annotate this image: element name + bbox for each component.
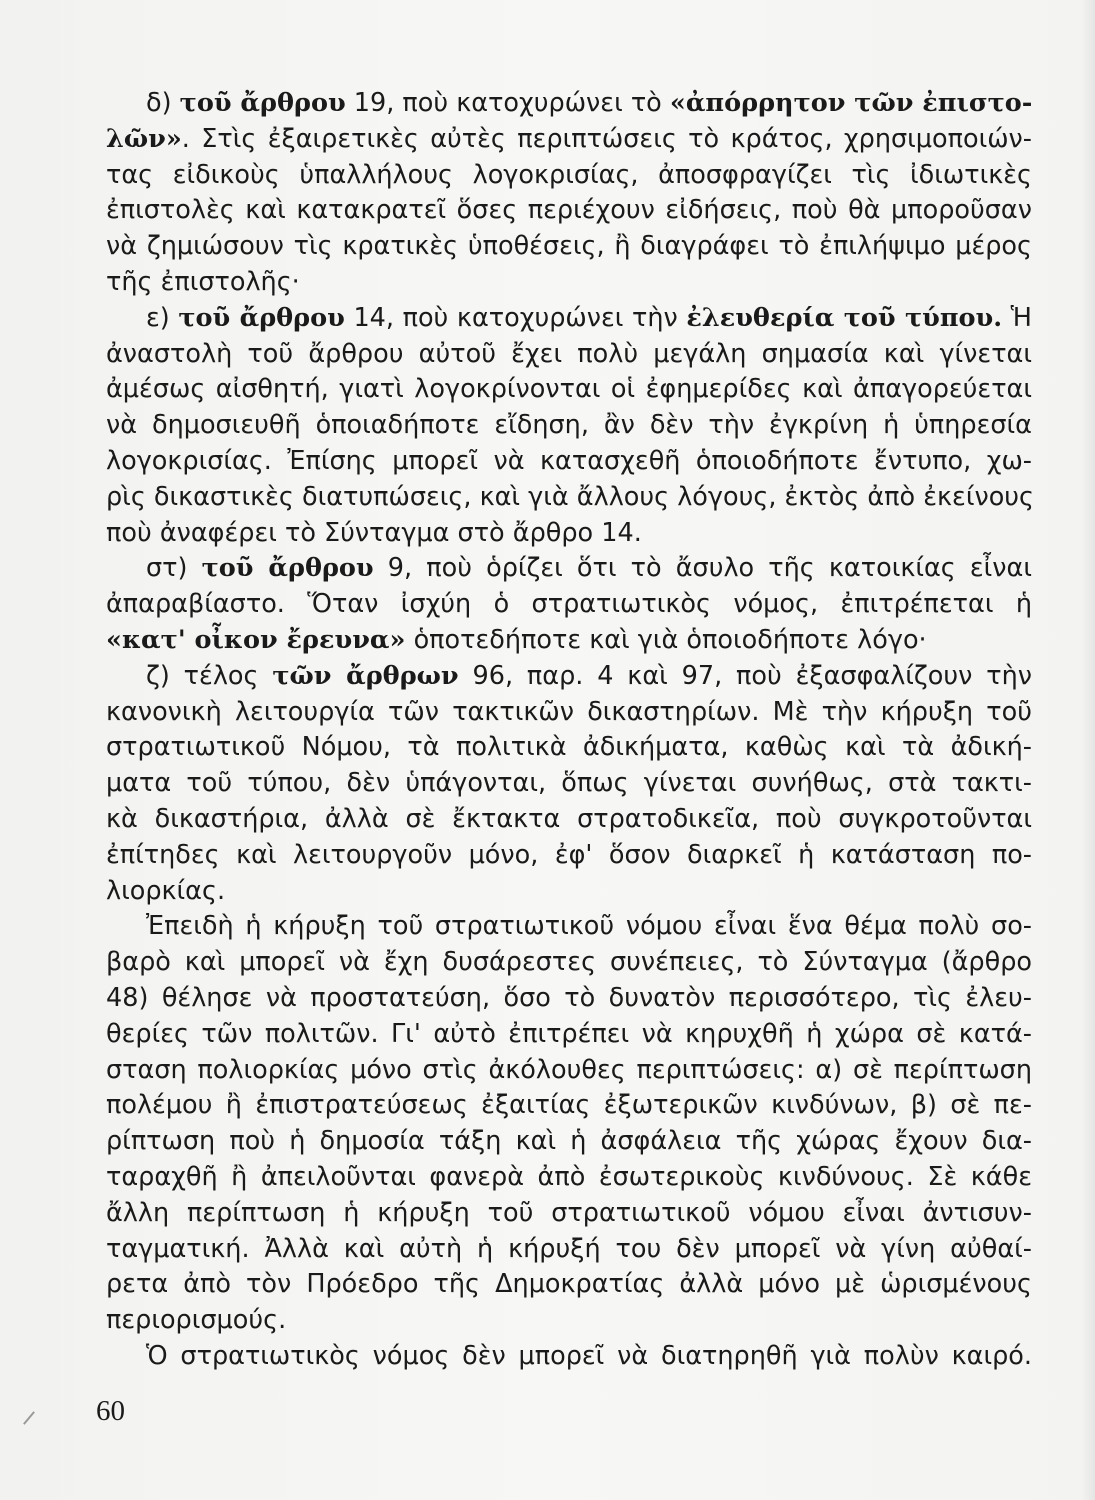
text-segment: ἐπιστολὲς καὶ κατακρατεῖ ὅσες περιέχουν εἰδήσεις, ποὺ θὰ μποροῦσαν xyxy=(106,195,1032,226)
text-segment: ὁποτεδήποτε καὶ γιὰ ὁποιοδήποτε λόγο· xyxy=(405,624,927,655)
text-line xyxy=(106,802,1032,838)
text-segment: ζ) τέλος xyxy=(146,660,273,691)
text-segment: πολέμου ἢ ἐπιστρατεύσεως ἐξαιτίας ἐξωτερικῶν κινδύνων, β) σὲ πε- xyxy=(106,1090,1032,1121)
text-segment: νὰ ζημιώσουν τὶς κρατικὲς ὑποθέσεις, ἢ διαγράφει τὸ ἐπιλήψιμο μέρος xyxy=(106,231,1032,262)
text-segment: λογοκρισίας. Ἐπίσης μπορεῖ νὰ κατασχεθῆ ὁποιοδήποτε ἔντυπο, χω- xyxy=(106,445,1032,476)
text-segment: ἀπαραβίαστο. Ὅταν ἰσχύη ὁ στρατιωτικὸς νόμος, ἐπιτρέπεται ἡ xyxy=(106,589,1032,620)
text-line xyxy=(106,1267,1032,1303)
text-segment: 14, ποὺ κατοχυρώνει τὴν xyxy=(344,302,687,333)
text-segment: τῆς ἐπιστολῆς· xyxy=(106,266,300,297)
text-segment: ἄλλη περίπτωση ἡ κήρυξη τοῦ στρατιωτικοῦ νόμου εἶναι ἀντισυν- xyxy=(106,1197,1032,1228)
text-line xyxy=(106,86,1032,122)
text-line xyxy=(106,444,1032,480)
text-segment: θερίες τῶν πολιτῶν. Γι' αὐτὸ ἐπιτρέπει νὰ κηρυχθῆ ἡ χώρα σὲ κατά- xyxy=(106,1018,1032,1049)
text-segment: 48) θέλησε νὰ προστατεύση, ὅσο τὸ δυνατὸν περισσότερο, τὶς ἐλευ- xyxy=(106,982,1032,1013)
text-line xyxy=(106,1017,1032,1053)
text-line xyxy=(106,265,1032,301)
text-segment: ἀμέσως αἰσθητή, γιατὶ λογοκρίνονται οἱ ἐφημερίδες καὶ ἀπαγορεύεται xyxy=(106,374,1032,405)
text-line xyxy=(106,659,1032,695)
scan-mark xyxy=(23,1411,35,1425)
text-segment: βαρὸ καὶ μπορεῖ νὰ ἔχη δυσάρεστες συνέπειες, τὸ Σύνταγμα (ἄρθρο xyxy=(106,947,1032,978)
text-line xyxy=(106,337,1032,373)
text-segment: ματα τοῦ τύπου, δὲν ὑπάγονται, ὅπως γίνεται συνήθως, στὰ τακτι- xyxy=(106,768,1032,799)
text-line xyxy=(106,229,1032,265)
text-line xyxy=(106,623,1032,659)
text-segment: ρὶς δικαστικὲς διατυπώσεις, καὶ γιὰ ἄλλους λόγους, ἐκτὸς ἀπὸ ἐκείνους xyxy=(106,481,1035,512)
text-line xyxy=(106,551,1032,587)
text-segment: . Στὶς ἐξαιρετικὲς αὐτὲς περιπτώσεις τὸ κράτος, χρησιμοποιών- xyxy=(181,123,1032,154)
text-line xyxy=(106,480,1035,516)
bold-text: τοῦ ἄρθρου xyxy=(178,302,345,333)
text-segment: ἀναστολὴ τοῦ ἄρθρου αὐτοῦ ἔχει πολὺ μεγάλη σημασία καὶ γίνεται xyxy=(106,338,1032,369)
text-line xyxy=(106,1124,1032,1160)
text-segment: ταραχθῆ ἢ ἀπειλοῦνται φανερὰ ἀπὸ ἐσωτερικοὺς κινδύνους. Σὲ κάθε xyxy=(106,1161,1032,1192)
text-line xyxy=(106,945,1032,981)
text-segment: ε) xyxy=(146,302,179,333)
text-segment: ποὺ ἀναφέρει τὸ Σύνταγμα στὸ ἄρθρο 14. xyxy=(106,517,642,548)
text-segment: κὰ δικαστήρια, ἀλλὰ σὲ ἔκτακτα στρατοδικεῖα, ποὺ συγκροτοῦνται xyxy=(106,803,1032,834)
text-line xyxy=(106,695,1032,731)
text-line xyxy=(106,1053,1032,1089)
text-line xyxy=(106,909,1032,945)
text-segment: κανονικὴ λειτουργία τῶν τακτικῶν δικαστηρίων. Μὲ τὴν κήρυξη τοῦ xyxy=(106,696,1032,727)
text-segment: στ) xyxy=(146,553,202,584)
text-line xyxy=(106,301,1032,337)
text-line xyxy=(106,1160,1032,1196)
bold-text: τοῦ ἄρθρου xyxy=(179,88,346,118)
text-line xyxy=(106,1196,1032,1232)
text-segment: ταγματική. Ἀλλὰ καὶ αὐτὴ ἡ κήρυξή του δὲν μπορεῖ νὰ γίνη αὐθαί- xyxy=(106,1233,1032,1264)
text-line xyxy=(106,730,1032,766)
text-segment: ρίπτωση ποὺ ἡ δημοσία τάξη καὶ ἡ ἀσφάλεια τῆς χώρας ἔχουν δια- xyxy=(106,1126,1032,1157)
text-segment: σταση πολιορκίας μόνο στὶς ἀκόλουθες περιπτώσεις: α) σὲ περίπτωση xyxy=(106,1054,1032,1085)
bold-text: λῶν» xyxy=(106,123,182,154)
bold-text: τῶν ἄρθρων xyxy=(272,660,459,691)
text-line xyxy=(106,587,1032,623)
text-segment: περιορισμούς. xyxy=(106,1305,287,1336)
text-line xyxy=(106,193,1032,229)
text-line xyxy=(106,1303,1032,1339)
text-segment: Ἐπειδὴ ἡ κήρυξη τοῦ στρατιωτικοῦ νόμου εἶναι ἕνα θέμα πολὺ σο- xyxy=(146,911,1032,942)
text-line xyxy=(106,122,1032,158)
text-segment: 19, ποὺ κατοχυρώνει τὸ xyxy=(345,88,670,118)
text-segment: ἐπίτηδες καὶ λειτουργοῦν μόνο, ἐφ' ὅσον διαρκεῖ ἡ κατάσταση πο- xyxy=(106,839,1032,870)
page-number: 60 xyxy=(96,1395,125,1427)
text-segment: στρατιωτικοῦ Νόμου, τὰ πολιτικὰ ἀδικήματα, καθὼς καὶ τὰ ἀδική- xyxy=(106,732,1032,763)
body-text xyxy=(106,86,1035,1375)
text-line xyxy=(106,1088,1032,1124)
text-segment: 9, ποὺ ὁρίζει ὅτι τὸ ἄσυλο τῆς κατοικίας εἶναι xyxy=(373,553,1032,584)
text-segment: Ὁ στρατιωτικὸς νόμος δὲν μπορεῖ νὰ διατηρηθῆ γιὰ πολὺν καιρό. xyxy=(146,1340,1032,1371)
text-line xyxy=(106,516,1032,552)
text-line xyxy=(106,766,1032,802)
page-edge-shadow xyxy=(1081,0,1095,1500)
text-line xyxy=(106,874,1032,910)
text-segment: τας εἰδικοὺς ὑπαλλήλους λογοκρισίας, ἀποσφραγίζει τὶς ἰδιωτικὲς xyxy=(106,159,1032,190)
text-segment: 96, παρ. 4 καὶ 97, ποὺ ἐξασφαλίζουν τὴν xyxy=(458,660,1033,691)
text-line xyxy=(106,1232,1032,1268)
text-segment: νὰ δημοσιευθῆ ὁποιαδήποτε εἴδηση, ἂν δὲν τὴν ἐγκρίνη ἡ ὑπηρεσία xyxy=(106,410,1032,441)
bold-text: τοῦ ἄρθρου xyxy=(201,553,374,584)
text-line xyxy=(106,1339,1032,1375)
text-segment: λιορκίας. xyxy=(106,875,226,906)
text-segment: Ἡ xyxy=(1002,302,1032,333)
text-line xyxy=(106,158,1032,194)
text-line xyxy=(106,838,1032,874)
bold-text: ἐλευθερία τοῦ τύπου. xyxy=(686,302,1003,333)
text-line xyxy=(106,981,1032,1017)
bold-text: «ἀπόρρητον τῶν ἐπιστο- xyxy=(669,88,1033,118)
text-line xyxy=(106,408,1032,444)
text-line xyxy=(106,372,1032,408)
text-segment: δ) xyxy=(146,88,180,118)
text-segment: ρετα ἀπὸ τὸν Πρόεδρο τῆς Δημοκρατίας ἀλλὰ μόνο μὲ ὡρισμένους xyxy=(106,1269,1032,1300)
bold-text: «κατ' οἶκον ἔρευνα» xyxy=(106,624,406,655)
